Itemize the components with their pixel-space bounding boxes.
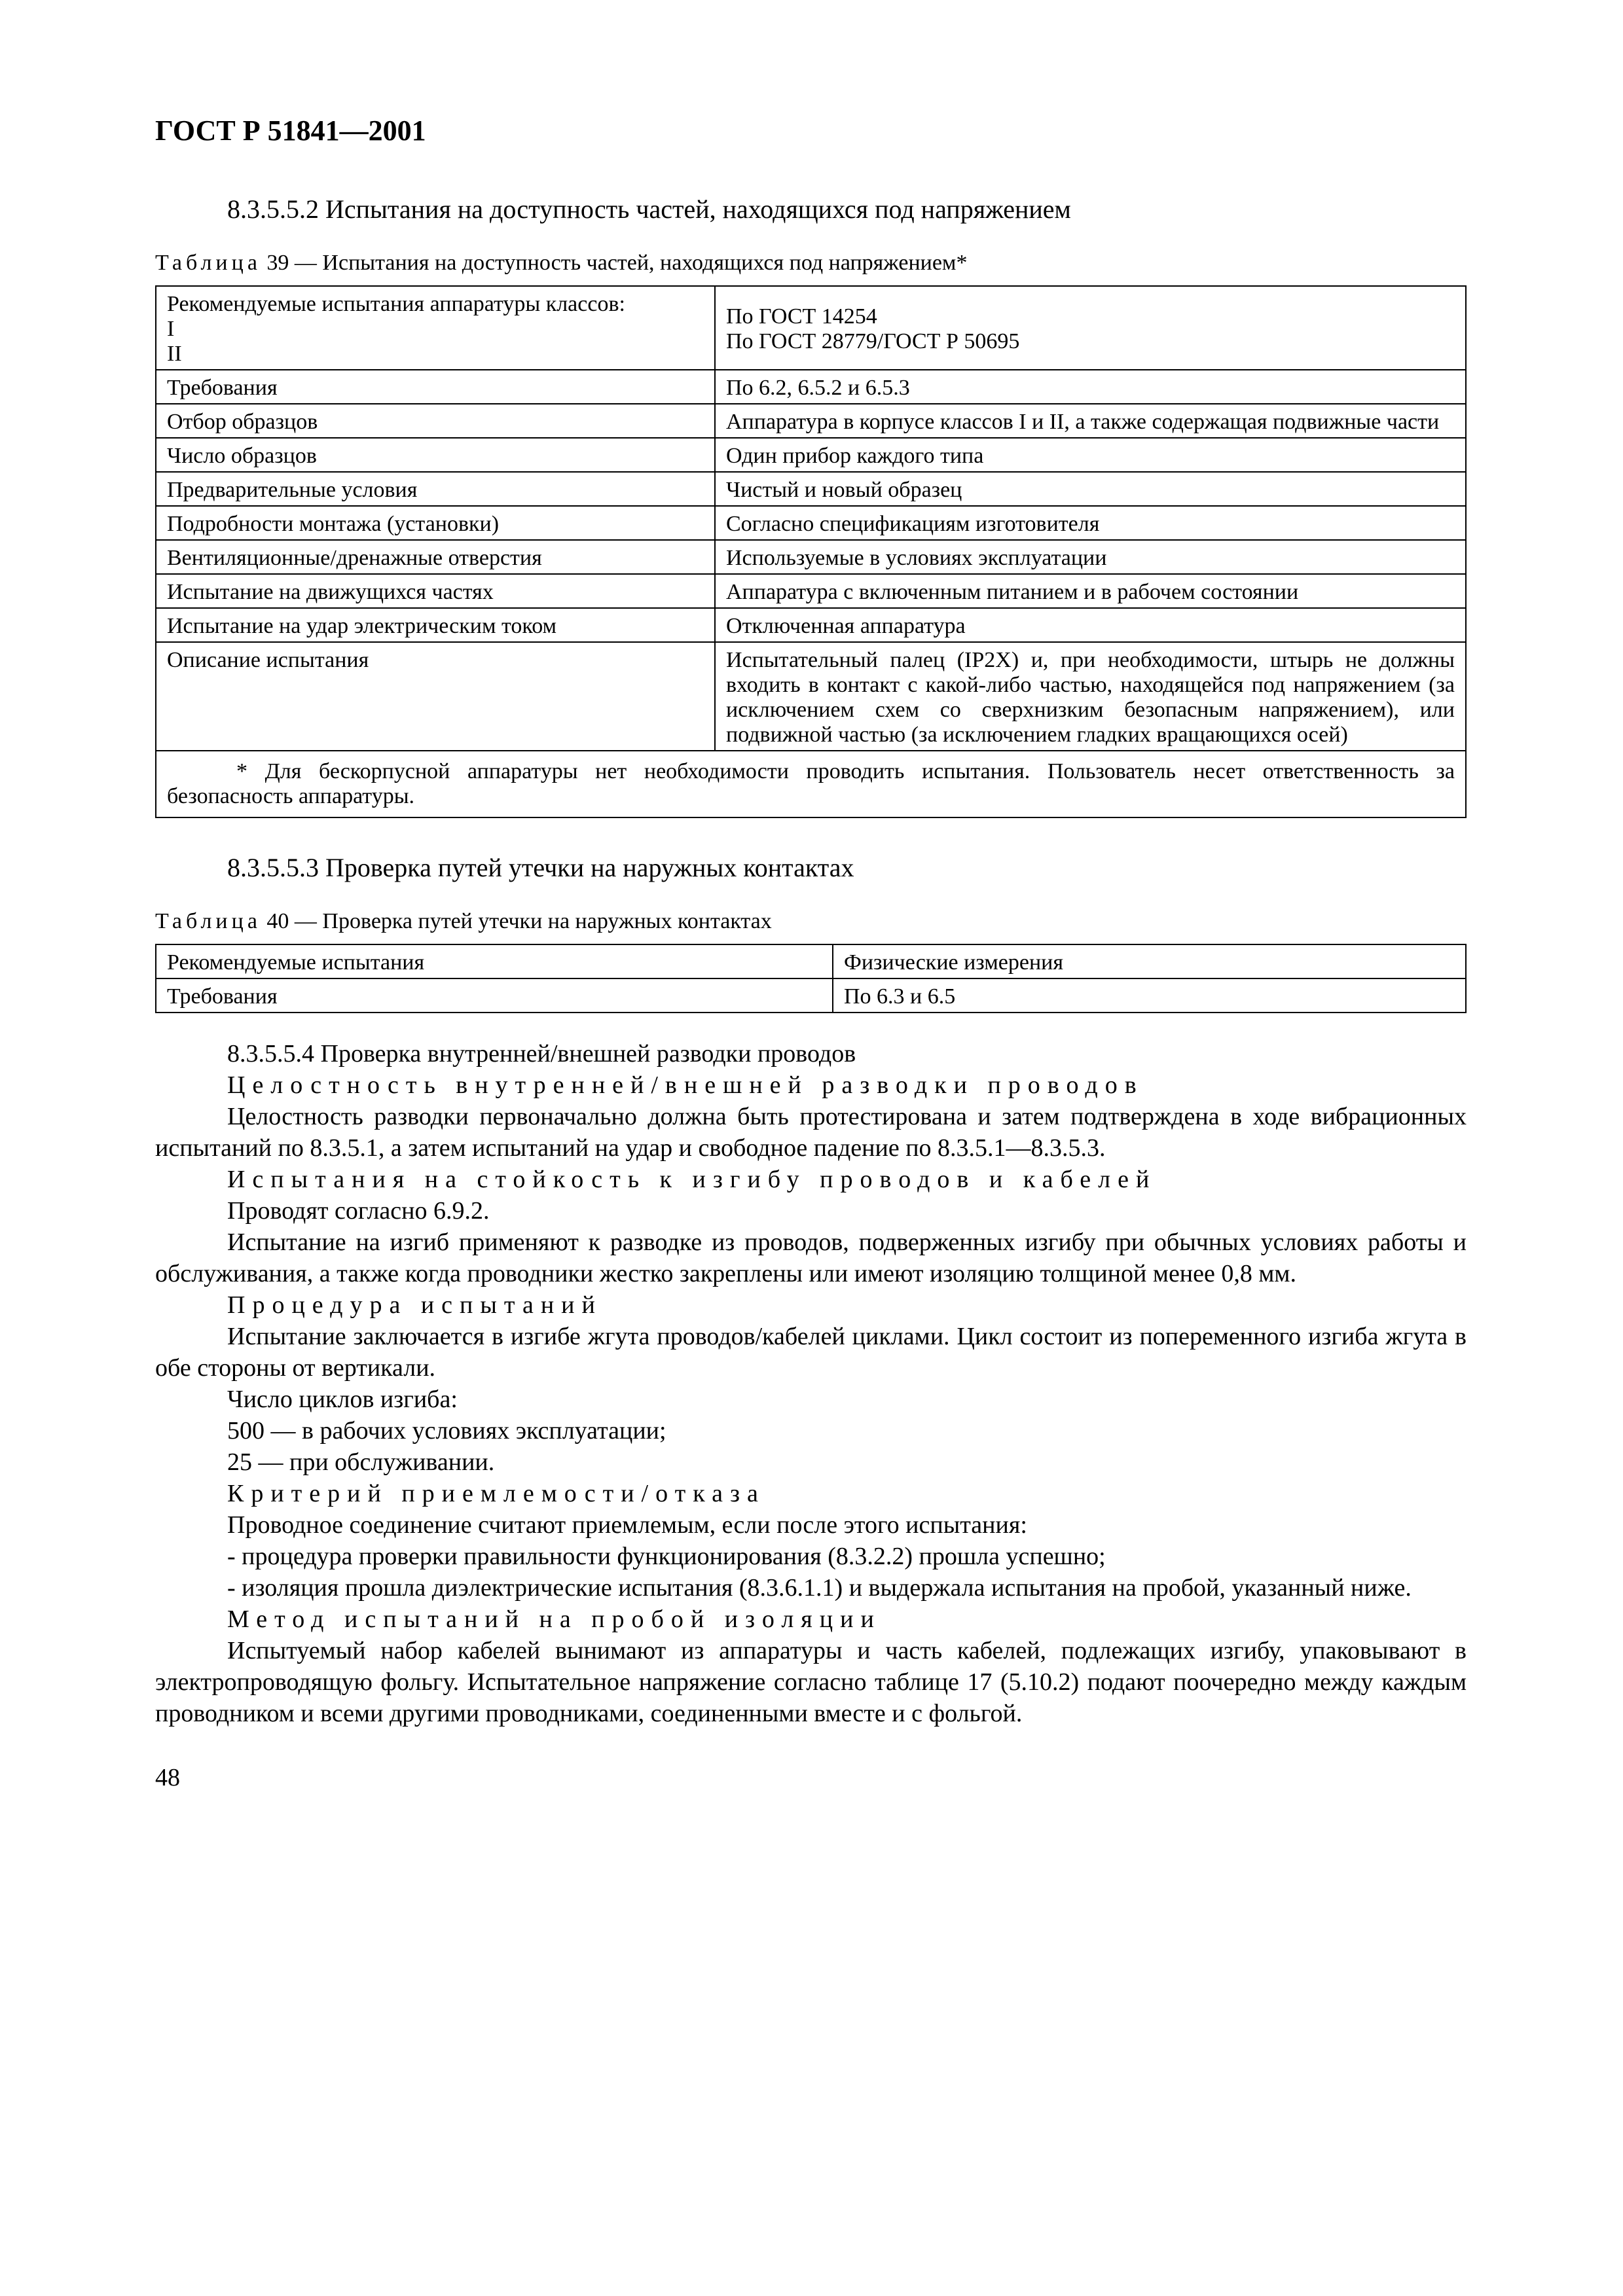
subheading-wiring-integrity: Целостность внутренней/внешней разводки проводов [227, 1071, 1144, 1099]
table-row [156, 506, 1466, 540]
table-cell-label: Требования [156, 978, 833, 1013]
table-row [156, 642, 1466, 751]
table-cell-label: Испытание на удар электрическим током [156, 608, 715, 642]
table-cell-value: По 6.2, 6.5.2 и 6.5.3 [715, 370, 1466, 404]
table-note-row [156, 751, 1466, 817]
table-row [156, 978, 1466, 1013]
section-title-8-3-5-5-3: 8.3.5.5.3 Проверка путей утечки на наружных контактах [227, 853, 854, 882]
table-row [156, 404, 1466, 438]
table-cell-label: Требования [156, 370, 715, 404]
paragraph: 500 — в рабочих условиях эксплуатации; [227, 1417, 666, 1444]
table-cell-value: По ГОСТ 14254 По ГОСТ 28779/ГОСТ Р 50695 [715, 286, 1466, 370]
list-item: - изоляция прошла диэлектрические испытания (8.3.6.1.1) и выдержала испытания на пробой, указанный ниже. [227, 1574, 1412, 1602]
list-item: - процедура проверки правильности функционирования (8.3.2.2) прошла успешно; [227, 1543, 1106, 1570]
subheading-test-procedure: Процедура испытаний [227, 1291, 602, 1319]
section-8-3-5-5-4 [155, 1038, 1467, 1729]
table-39-caption [155, 249, 1467, 278]
table-row [156, 540, 1466, 574]
table-row [156, 608, 1466, 642]
table-caption-prefix: Таблица [155, 909, 261, 933]
paragraph: Целостность разводки первоначально должна быть протестирована и затем подтверждена в ходе вибрационных испытаний по 8.3.5.1, а затем испытаний на удар и свободное падение по 8.3.5.1—8.3.5.3. [155, 1103, 1467, 1162]
document-page [155, 98, 1467, 1793]
section-title-8-3-5-5-2: 8.3.5.5.2 Испытания на доступность частей, находящихся под напряжением [227, 194, 1071, 224]
table-cell-label: Число образцов [156, 438, 715, 472]
table-40 [155, 944, 1467, 1013]
table-caption-text: 40 — Проверка путей утечки на наружных контактах [261, 909, 772, 933]
table-39 [155, 285, 1467, 818]
table-cell-label: Рекомендуемые испытания [156, 944, 833, 978]
subheading-bend-resistance: Испытания на стойкость к изгибу проводов и кабелей [227, 1166, 1157, 1193]
document-id-header: ГОСТ Р 51841—2001 [155, 115, 426, 147]
table-cell-value: Испытательный палец (IP2X) и, при необходимости, штырь не должны входить в контакт с какой-либо частью, находящейся под напряжением (за исключением схем со сверхнизким безопасным напряжением), или подвижной частью (за исключением гладких вращающихся осей) [715, 642, 1466, 751]
paragraph: Испытание на изгиб применяют к разводке из проводов, подверженных изгибу при обычных условиях работы и обслуживания, а также когда проводники жестко закреплены или имеют изоляцию толщиной менее 0,8 мм. [155, 1229, 1467, 1287]
table-cell-label: Подробности монтажа (установки) [156, 506, 715, 540]
table-cell-value: Чистый и новый образец [715, 472, 1466, 506]
paragraph: 25 — при обслуживании. [227, 1448, 495, 1476]
paragraph: Проводное соединение считают приемлемым, если после этого испытания: [227, 1511, 1027, 1539]
section-title-8-3-5-5-4: 8.3.5.5.4 Проверка внутренней/внешней разводки проводов [227, 1040, 856, 1067]
page-number: 48 [155, 1764, 180, 1791]
paragraph: Испытание заключается в изгибе жгута проводов/кабелей циклами. Цикл состоит из попеременного изгиба жгута в обе стороны от вертикали. [155, 1323, 1467, 1382]
table-caption-text: 39 — Испытания на доступность частей, находящихся под напряжением* [261, 251, 968, 275]
table-cell-value: Один прибор каждого типа [715, 438, 1466, 472]
table-cell-value: Аппаратура в корпусе классов I и II, а также содержащая подвижные части [715, 404, 1466, 438]
table-cell-label: Рекомендуемые испытания аппаратуры классов: I II [156, 286, 715, 370]
table-caption-prefix: Таблица [155, 251, 261, 275]
paragraph: Проводят согласно 6.9.2. [227, 1197, 490, 1225]
table-row [156, 472, 1466, 506]
table-row [156, 438, 1466, 472]
table-cell-value: Физические измерения [833, 944, 1466, 978]
table-cell-value: Отключенная аппаратура [715, 608, 1466, 642]
table-cell-value: Используемые в условиях эксплуатации [715, 540, 1466, 574]
subheading-breakdown-method: Метод испытаний на пробой изоляции [227, 1605, 881, 1633]
table-row [156, 286, 1466, 370]
table-cell-label: Описание испытания [156, 642, 715, 751]
paragraph: Испытуемый набор кабелей вынимают из аппаратуры и часть кабелей, подлежащих изгибу, упаковывают в электропроводящую фольгу. Испытательное напряжение согласно таблице 17 (5.10.2) подают поочередно между каждым проводником и всеми другими проводниками, соединенными вместе и с фольгой. [155, 1637, 1467, 1727]
table-row [156, 944, 1466, 978]
table-40-caption [155, 907, 1467, 936]
table-cell-label: Вентиляционные/дренажные отверстия [156, 540, 715, 574]
table-row [156, 574, 1466, 608]
paragraph: Число циклов изгиба: [227, 1386, 458, 1413]
subheading-acceptance-criteria: Критерий приемлемости/отказа [227, 1480, 765, 1507]
table-cell-label: Предварительные условия [156, 472, 715, 506]
table-cell-label: Отбор образцов [156, 404, 715, 438]
table-cell-label: Испытание на движущихся частях [156, 574, 715, 608]
table-cell-value: Согласно спецификациям изготовителя [715, 506, 1466, 540]
table-cell-value: Аппаратура с включенным питанием и в рабочем состоянии [715, 574, 1466, 608]
table-row [156, 370, 1466, 404]
table-cell-value: По 6.3 и 6.5 [833, 978, 1466, 1013]
table-footnote: * Для бескорпусной аппаратуры нет необходимости проводить испытания. Пользователь несет ответственность за безопасность аппаратуры. [156, 751, 1466, 817]
